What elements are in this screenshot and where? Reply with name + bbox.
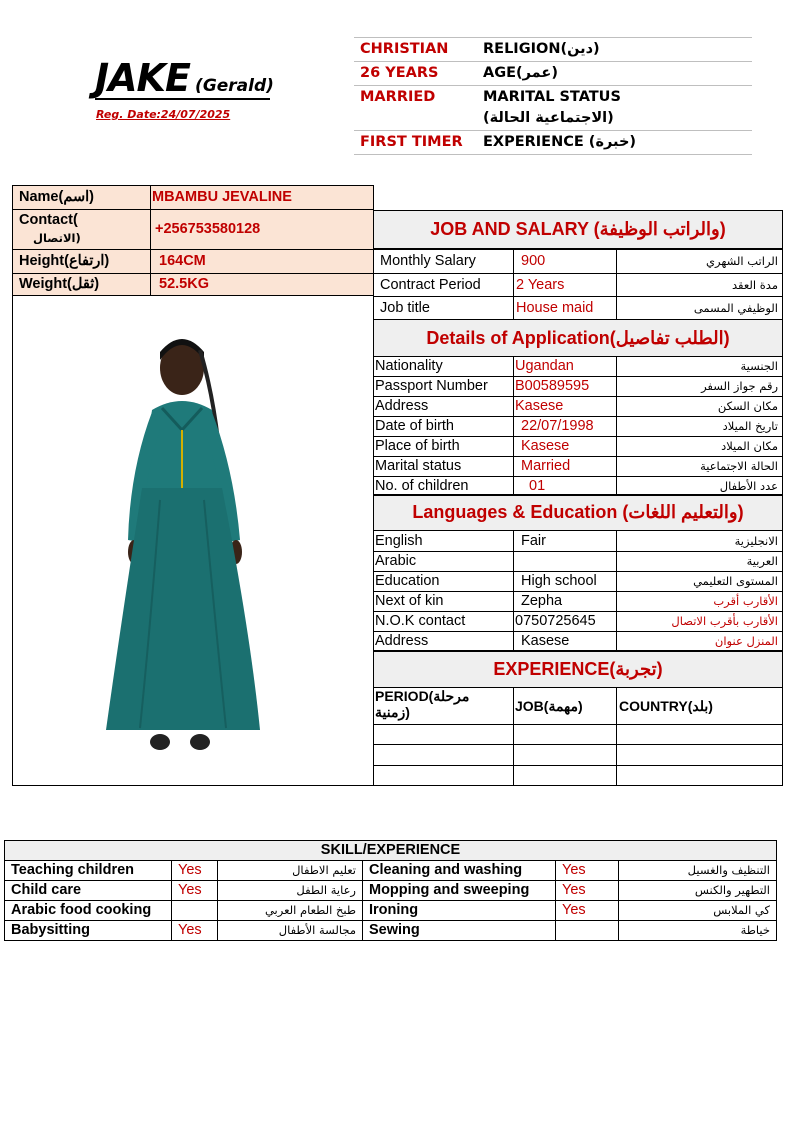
candidate-name <box>95 56 274 100</box>
details-row-label: Address <box>373 396 514 417</box>
skill-name-ar: رعاية الطفل <box>218 881 363 901</box>
skill-name: Child care <box>5 881 172 901</box>
name-label: Name(اسم) <box>19 189 94 205</box>
contact-value: +256753580128 <box>155 221 261 237</box>
job-row-arabic: الوظيفي المسمى <box>616 296 783 320</box>
skill-name-ar: كي الملابس <box>619 901 777 921</box>
experience-empty-cell <box>513 724 617 745</box>
skill-name-ar: التنظيف والغسيل <box>619 861 777 881</box>
skill-answer: Yes <box>556 881 619 901</box>
languages-header: Languages & Education (والتعليم اللغات) <box>373 494 783 531</box>
details-row-value: B00589595 <box>513 376 617 397</box>
job-row-label: Job title <box>373 296 514 320</box>
details-row-arabic: الحالة الاجتماعية <box>616 456 783 477</box>
details-row-arabic: مكان السكن <box>616 396 783 417</box>
languages-row-label: English <box>373 530 514 552</box>
languages-row-label: Next of kin <box>373 591 514 612</box>
details-row-value: Ugandan <box>513 356 617 377</box>
height-label: Height(ارتفاع) <box>19 253 110 269</box>
languages-row-label: Arabic <box>373 551 514 572</box>
details-row-value: Married <box>513 456 617 477</box>
details-row-label: No. of children <box>373 476 514 496</box>
skill-name-ar: خياطة <box>619 921 777 941</box>
marital-label-ar: (الاجتماعية الحالة) <box>483 110 614 126</box>
skill-answer: Yes <box>172 881 218 901</box>
height-value-cell <box>150 249 374 274</box>
height-value: 164CM <box>159 253 206 269</box>
skill-row <box>5 901 777 921</box>
summary-facts-table <box>354 37 752 155</box>
skill-row <box>5 921 777 941</box>
languages-row-label: Address <box>373 631 514 652</box>
candidate-photo <box>100 330 280 760</box>
religion-label: RELIGION(دين) <box>477 38 752 62</box>
weight-label-cell <box>12 273 151 296</box>
experience-empty-cell <box>373 724 514 745</box>
skill-answer <box>172 901 218 921</box>
contact-value-cell <box>150 209 374 250</box>
experience-empty-cell <box>616 765 783 786</box>
contact-label: Contact( <box>19 212 78 228</box>
skill-name: Teaching children <box>5 861 172 881</box>
marital-label <box>477 86 752 131</box>
marital-value: MARRIED <box>354 86 477 131</box>
details-row-label: Passport Number <box>373 376 514 397</box>
languages-row-arabic: العربية <box>616 551 783 572</box>
experience-period-head <box>373 687 514 725</box>
details-row-value: Kasese <box>513 436 617 457</box>
skills-table <box>4 840 777 941</box>
skill-name-ar: مجالسة الأطفال <box>218 921 363 941</box>
languages-row-label: N.O.K contact <box>373 611 514 632</box>
job-row-value: 900 <box>513 249 617 274</box>
candidate-other-name: (Gerald) <box>195 76 274 96</box>
languages-row-arabic: الأقارب أقرب <box>616 591 783 612</box>
details-row-arabic: الجنسية <box>616 356 783 377</box>
contact-label-ar: الاتصال) <box>33 231 81 245</box>
details-row-label: Date of birth <box>373 416 514 437</box>
skill-answer: Yes <box>172 921 218 941</box>
skill-name-ar: تعليم الاطفال <box>218 861 363 881</box>
experience-empty-cell <box>373 744 514 766</box>
name-underline <box>95 98 270 100</box>
details-row-arabic: رقم جواز السفر <box>616 376 783 397</box>
details-row-label: Marital status <box>373 456 514 477</box>
age-value: 26 YEARS <box>354 62 477 86</box>
details-row-arabic: تاريخ الميلاد <box>616 416 783 437</box>
experience-empty-cell <box>616 724 783 745</box>
details-header: Details of Application(الطلب تفاصيل) <box>373 319 783 357</box>
languages-row-value: Fair <box>513 530 617 552</box>
details-row-label: Place of birth <box>373 436 514 457</box>
languages-row-arabic: الأقارب بأقرب الاتصال <box>616 611 783 632</box>
skill-name-ar: طبخ الطعام العربي <box>218 901 363 921</box>
name-label-cell <box>12 185 151 210</box>
details-row-arabic: مكان الميلاد <box>616 436 783 457</box>
name-value-cell <box>150 185 374 210</box>
weight-label: Weight(ثقل) <box>19 276 100 292</box>
languages-row-label: Education <box>373 571 514 592</box>
details-row-arabic: عدد الأطفال <box>616 476 783 496</box>
experience-country-head: COUNTRY(بلد) <box>616 687 783 725</box>
experience-empty-cell <box>513 744 617 766</box>
height-label-cell <box>12 249 151 274</box>
languages-row-arabic: الانجليزية <box>616 530 783 552</box>
skill-name: Cleaning and washing <box>363 861 556 881</box>
contact-label-cell <box>12 209 151 250</box>
skills-title: SKILL/EXPERIENCE <box>5 841 777 861</box>
skill-name-ar: التطهير والكنس <box>619 881 777 901</box>
languages-row-arabic: المستوى التعليمي <box>616 571 783 592</box>
details-row-value: Kasese <box>513 396 617 417</box>
experience-empty-cell <box>373 765 514 786</box>
candidate-first-name: JAKE <box>95 56 190 100</box>
marital-label-en: MARITAL STATUS <box>483 89 621 105</box>
skill-name: Sewing <box>363 921 556 941</box>
age-label: AGE(عمر) <box>477 62 752 86</box>
skill-row <box>5 881 777 901</box>
languages-row-value: High school <box>513 571 617 592</box>
job-row-label: Monthly Salary <box>373 249 514 274</box>
job-row-arabic: الراتب الشهري <box>616 249 783 274</box>
languages-row-arabic: المنزل عنوان <box>616 631 783 652</box>
religion-value: CHRISTIAN <box>354 38 477 62</box>
skill-answer: Yes <box>556 861 619 881</box>
skill-name: Babysitting <box>5 921 172 941</box>
skill-name: Ironing <box>363 901 556 921</box>
languages-row-value: 0750725645 <box>513 611 617 632</box>
experience-header: EXPERIENCE(تجربة) <box>373 650 783 688</box>
job-row-label: Contract Period <box>373 273 514 297</box>
skill-answer: Yes <box>172 861 218 881</box>
experience-value: FIRST TIMER <box>354 131 477 155</box>
skill-name: Arabic food cooking <box>5 901 172 921</box>
languages-row-value <box>513 551 617 572</box>
registration-date: Reg. Date:24/07/2025 <box>96 108 231 121</box>
weight-value-cell <box>150 273 374 296</box>
details-row-label: Nationality <box>373 356 514 377</box>
job-row-value: House maid <box>513 296 617 320</box>
details-row-value: 22/07/1998 <box>513 416 617 437</box>
experience-empty-cell <box>616 744 783 766</box>
skill-row <box>5 861 777 881</box>
job-row-arabic: مدة العقد <box>616 273 783 297</box>
experience-label: EXPERIENCE (خبرة) <box>477 131 752 155</box>
skill-name: Mopping and sweeping <box>363 881 556 901</box>
job-salary-header: JOB AND SALARY (والراتب الوظيفة) <box>373 210 783 249</box>
period-label: PERIOD(مرحلة <box>375 688 470 704</box>
experience-job-head: JOB(مهمة) <box>513 687 617 725</box>
languages-row-value: Kasese <box>513 631 617 652</box>
experience-empty-cell <box>513 765 617 786</box>
weight-value: 52.5KG <box>159 276 209 292</box>
skill-answer <box>556 921 619 941</box>
skill-answer: Yes <box>556 901 619 921</box>
job-row-value: 2 Years <box>513 273 617 297</box>
details-row-value: 01 <box>513 476 617 496</box>
languages-row-value: Zepha <box>513 591 617 612</box>
period-label-ar: زمنية) <box>375 704 410 720</box>
name-value: MBAMBU JEVALINE <box>152 189 292 205</box>
